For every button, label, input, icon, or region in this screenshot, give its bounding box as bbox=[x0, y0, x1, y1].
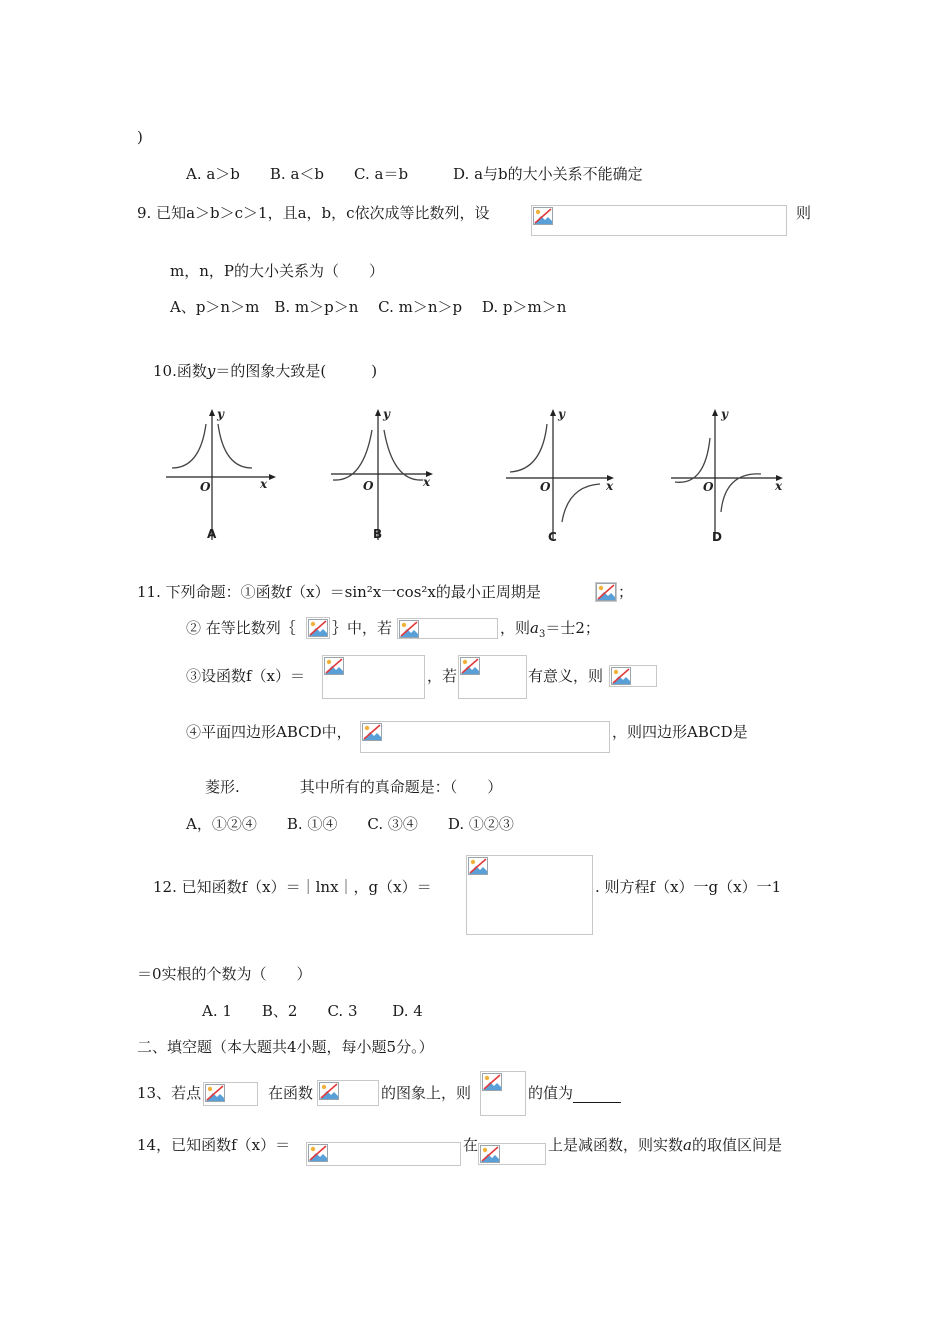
q11-p2-cond-image bbox=[397, 618, 498, 639]
graph-b-origin: O bbox=[363, 479, 374, 493]
q10-stem-var: y bbox=[206, 362, 216, 380]
graph-a-y-label: y bbox=[217, 407, 224, 421]
q11-stem: 11. 下列命题：①函数f（x）＝sin²x一cos²x的最小正周期是 bbox=[137, 583, 541, 601]
q11-p2-a: ② 在等比数列｛ bbox=[186, 619, 296, 637]
graph-c-x-label: x bbox=[606, 479, 614, 493]
q11-p3-result-image bbox=[609, 665, 657, 687]
q14-func-image bbox=[306, 1142, 461, 1166]
broken-image-icon bbox=[596, 583, 616, 601]
q11-p4-line2: 菱形. 其中所有的真命题是：（ ） bbox=[205, 778, 503, 796]
graph-d-x-label: x bbox=[775, 479, 783, 493]
q10-stem-a: 10.函数 bbox=[153, 362, 207, 380]
q11-options: A，①②④ B. ①④ C. ③④ D. ①②③ bbox=[186, 815, 514, 833]
graph-a-curve-left bbox=[172, 424, 206, 468]
q11-p3-func-image bbox=[322, 655, 425, 699]
q11-p4-vector-image bbox=[360, 721, 610, 753]
broken-image-icon bbox=[468, 857, 488, 875]
graph-d-y-arrow bbox=[712, 409, 718, 416]
graph-d-curve-left bbox=[675, 438, 710, 482]
graph-c-caption: C bbox=[548, 530, 557, 544]
q11-p4-b: ，则四边形ABCD是 bbox=[612, 723, 748, 741]
q11-p2-seq-image bbox=[306, 617, 330, 639]
broken-image-icon bbox=[308, 1144, 328, 1162]
broken-image-icon bbox=[308, 619, 328, 637]
graph-c-svg bbox=[500, 402, 625, 544]
graph-d-y-label: y bbox=[721, 407, 728, 421]
q13-point-image bbox=[203, 1082, 258, 1106]
q11-p2-result bbox=[500, 618, 600, 645]
q14-b: 在 bbox=[463, 1136, 479, 1154]
q8-options: A. a＞b B. a＜b C. a＝b D. a与b的大小关系不能确定 bbox=[186, 165, 643, 183]
q13-c: 的图象上，则 bbox=[381, 1084, 472, 1102]
q8-tail: ) bbox=[137, 128, 143, 146]
q12-line2: ＝0实根的个数为（ ） bbox=[137, 965, 312, 983]
q11-p2-e: ＝士2； bbox=[545, 619, 600, 637]
graph-c-origin: O bbox=[540, 480, 551, 494]
q13-d: 的值为 bbox=[528, 1084, 574, 1102]
q11-stem-end: ； bbox=[618, 583, 634, 601]
graph-d-origin: O bbox=[703, 480, 714, 494]
q9-options: A、p＞n＞m B. m＞p＞n C. m＞n＞p D. p＞m＞n bbox=[170, 298, 567, 316]
q11-p3-a: ③设函数f（x）＝ bbox=[186, 667, 306, 685]
q13-a: 13、若点 bbox=[137, 1084, 202, 1102]
q10-graph-b bbox=[325, 402, 445, 544]
graph-a-svg bbox=[160, 402, 280, 544]
graph-a-x-arrow bbox=[269, 474, 276, 480]
q11-p2-c: ，则 bbox=[500, 619, 531, 637]
q9-after: 则 bbox=[796, 204, 812, 222]
graph-d-curve-right bbox=[721, 474, 761, 512]
broken-image-icon bbox=[319, 1082, 339, 1100]
q10-graph-d bbox=[665, 402, 790, 544]
broken-image-icon bbox=[362, 723, 382, 741]
graph-c-y-label: y bbox=[558, 407, 565, 421]
q11-p3-b: ，若 bbox=[427, 667, 458, 685]
q14-var: a bbox=[683, 1136, 692, 1154]
graph-c-y-arrow bbox=[550, 409, 556, 416]
graph-b-y-label: y bbox=[383, 407, 390, 421]
broken-image-icon bbox=[460, 657, 480, 675]
graph-b-curve-left bbox=[333, 430, 372, 480]
section2-title: 二、填空题（本大题共4小题，每小题5分。） bbox=[137, 1038, 434, 1056]
q13-expr-image bbox=[480, 1071, 526, 1116]
graph-b-y-arrow bbox=[375, 409, 381, 416]
q11-period-image bbox=[595, 582, 617, 602]
broken-image-icon bbox=[324, 657, 344, 675]
q9-formula-image bbox=[531, 205, 787, 236]
q11-p2-sub: 3 bbox=[538, 629, 546, 640]
graph-a-origin: O bbox=[200, 480, 211, 494]
q9-line2: m，n，P的大小关系为（ ） bbox=[170, 262, 384, 280]
graph-a-caption: A bbox=[207, 527, 217, 541]
q14-interval-image bbox=[478, 1143, 546, 1165]
graph-b-curve-right bbox=[384, 430, 423, 480]
q11-p2-b: ｝中，若 bbox=[332, 619, 393, 637]
q12-stem-b: . 则方程f（x）一g（x）一1 bbox=[595, 878, 782, 896]
broken-image-icon bbox=[611, 667, 631, 685]
graph-a-x-label: x bbox=[260, 477, 268, 491]
broken-image-icon bbox=[533, 207, 553, 225]
q13-b: 在函数 bbox=[268, 1084, 314, 1102]
q9-stem: 9. 已知a＞b＞c＞1，且a，b，c依次成等比数列，设 bbox=[137, 204, 490, 222]
graph-d-caption: D bbox=[712, 530, 722, 544]
graph-a-curve-right bbox=[218, 424, 252, 468]
graph-b-x-label: x bbox=[423, 475, 431, 489]
q11-p3-expr-image bbox=[458, 655, 527, 699]
q11-p2-var: a bbox=[530, 619, 539, 637]
q13-answer bbox=[528, 1083, 621, 1103]
graph-b-caption: B bbox=[373, 527, 383, 541]
graph-b-svg bbox=[325, 402, 445, 544]
q10-stem-b: ＝的图象大致是( ) bbox=[215, 362, 378, 380]
q10-graph-a bbox=[160, 402, 280, 544]
graph-c-curve-left bbox=[510, 424, 547, 472]
q14-tail bbox=[548, 1135, 782, 1155]
q14-d: 的取值区间是 bbox=[691, 1136, 782, 1154]
q11-p3-c: 有意义，则 bbox=[528, 667, 604, 685]
broken-image-icon bbox=[482, 1073, 502, 1091]
broken-image-icon bbox=[480, 1145, 500, 1163]
q13-answer-blank[interactable] bbox=[573, 1086, 621, 1103]
q10-stem bbox=[153, 361, 377, 381]
q10-graph-c bbox=[500, 402, 625, 544]
q12-options: A. 1 B、2 C. 3 D. 4 bbox=[202, 1002, 423, 1020]
broken-image-icon bbox=[205, 1084, 225, 1102]
q13-func-image bbox=[317, 1080, 379, 1106]
graph-d-svg bbox=[665, 402, 790, 544]
graph-c-curve-right bbox=[562, 484, 600, 522]
q14-a: 14，已知函数f（x）＝ bbox=[137, 1136, 291, 1154]
q12-gfunc-image bbox=[466, 855, 593, 935]
graph-a-y-arrow bbox=[209, 409, 215, 416]
q11-p4-a: ④平面四边形ABCD中， bbox=[186, 723, 352, 741]
broken-image-icon bbox=[399, 620, 419, 638]
q12-stem-a: 12. 已知函数f（x）＝｜lnx｜，g（x）＝ bbox=[153, 878, 432, 896]
q14-c: 上是减函数，则实数 bbox=[548, 1136, 684, 1154]
